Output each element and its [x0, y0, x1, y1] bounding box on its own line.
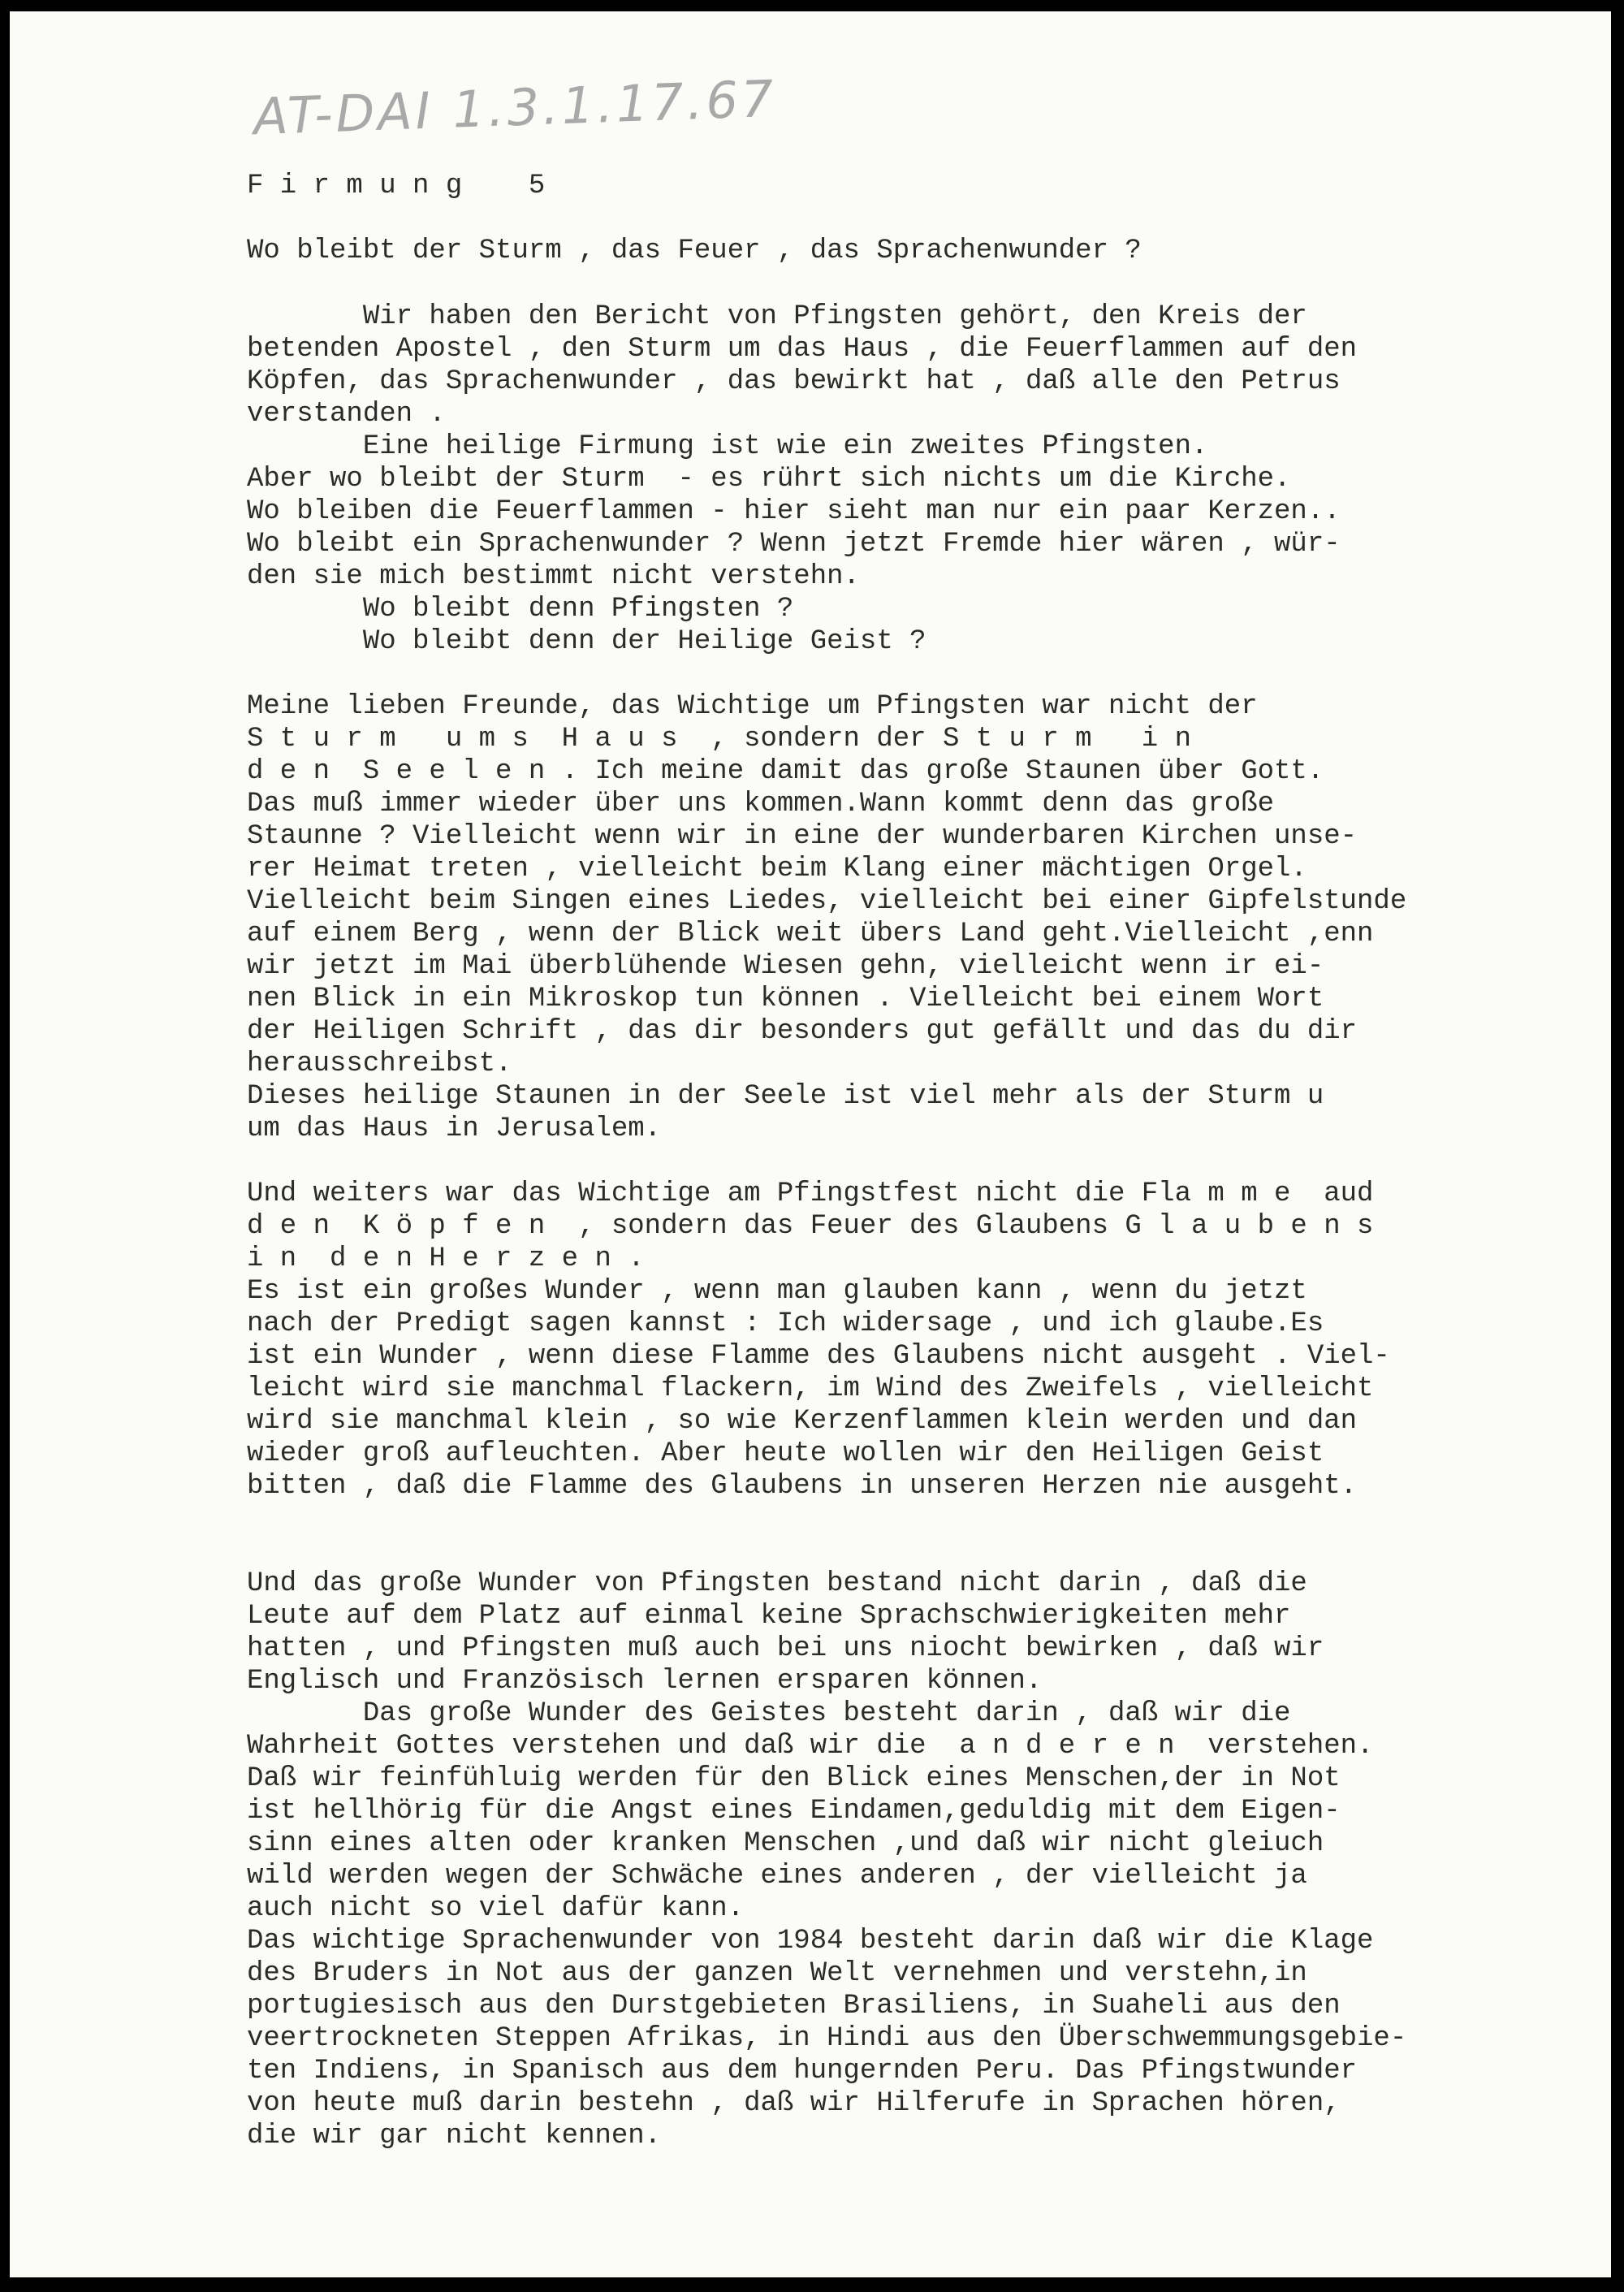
text-line: Das muß immer wieder über uns kommen.Wann kommt denn das große: [247, 789, 1275, 819]
text-line: Vielleicht beim Singen eines Liedes, vielleicht bei einer Gipfelstunde: [247, 886, 1407, 917]
text-line: Leute auf dem Platz auf einmal keine Sprachschwierigkeiten mehr: [247, 1601, 1291, 1632]
text-line: auf einem Berg , wenn der Blick weit übers Land geht.Vielleicht ,enn: [247, 919, 1374, 949]
text-line: Englisch und Französisch lernen ersparen können.: [247, 1666, 1043, 1697]
text-line: sinn eines alten oder kranken Menschen ,und daß wir nicht gleiuch: [247, 1828, 1324, 1859]
text-line: Eine heilige Firmung ist wie ein zweites Pfingsten.: [247, 431, 1208, 462]
text-line: auch nicht so viel dafür kann.: [247, 1893, 745, 1924]
text-line: Wo bleibt denn der Heilige Geist ?: [247, 626, 926, 657]
text-line: rer Heimat treten , vielleicht beim Klang einer mächtigen Orgel.: [247, 854, 1307, 884]
text-line: nach der Predigt sagen kannst : Ich widersage , und ich glaube.Es: [247, 1308, 1324, 1339]
document-subtitle: Wo bleibt der Sturm , das Feuer , das Sprachenwunder ?: [247, 236, 1142, 266]
text-line: Staunne ? Vielleicht wenn wir in eine der wunderbaren Kirchen unse-: [247, 821, 1358, 852]
page-heading: F i r m u n g 5: [247, 171, 546, 201]
text-line: verstanden .: [247, 399, 446, 430]
text-line: betenden Apostel , den Sturm um das Haus , die Feuerflammen auf den: [247, 334, 1358, 365]
text-line: ten Indiens, in Spanisch aus dem hungernden Peru. Das Pfingstwunder: [247, 2056, 1358, 2087]
text-line: Und weiters war das Wichtige am Pfingstfest nicht die Fla m m e aud: [247, 1178, 1374, 1209]
text-line: ist ein Wunder , wenn diese Flamme des Glaubens nicht ausgeht . Viel-: [247, 1341, 1390, 1372]
text-line: den sie mich bestimmt nicht verstehn.: [247, 561, 860, 592]
text-line: nen Blick in ein Mikroskop tun können . Vielleicht bei einem Wort: [247, 984, 1324, 1014]
text-line: d e n S e e l e n . Ich meine damit das große Staunen über Gott.: [247, 756, 1324, 787]
text-line: Daß wir feinfühluig werden für den Blick eines Menschen,der in Not: [247, 1763, 1341, 1794]
text-line: Und das große Wunder von Pfingsten bestand nicht darin , daß die: [247, 1568, 1307, 1599]
text-line: wild werden wegen der Schwäche eines anderen , der vielleicht ja: [247, 1861, 1307, 1892]
text-line: von heute muß darin bestehn , daß wir Hilferufe in Sprachen hören,: [247, 2088, 1341, 2119]
text-line: d e n K ö p f e n , sondern das Feuer des Glaubens G l a u b e n s: [247, 1211, 1374, 1242]
text-line: bitten , daß die Flamme des Glaubens in unseren Herzen nie ausgeht.: [247, 1471, 1358, 1502]
archive-stamp: AT-DAI 1.3.1.17.67: [252, 68, 778, 147]
text-line: Wahrheit Gottes verstehen und daß wir die a n d e r e n verstehen.: [247, 1731, 1374, 1762]
text-line: Wo bleibt ein Sprachenwunder ? Wenn jetzt Fremde hier wären , wür-: [247, 529, 1341, 560]
text-line: des Bruders in Not aus der ganzen Welt vernehmen und verstehn,in: [247, 1958, 1307, 1989]
text-line: hatten , und Pfingsten muß auch bei uns niocht bewirken , daß wir: [247, 1633, 1324, 1664]
text-line: Köpfen, das Sprachenwunder , das bewirkt hat , daß alle den Petrus: [247, 366, 1341, 397]
text-line: Dieses heilige Staunen in der Seele ist viel mehr als der Sturm u: [247, 1081, 1324, 1112]
text-line: Aber wo bleibt der Sturm - es rührt sich nichts um die Kirche.: [247, 464, 1291, 495]
text-line: Es ist ein großes Wunder , wenn man glauben kann , wenn du jetzt: [247, 1276, 1307, 1307]
document-page: [10, 11, 1611, 2277]
text-line: leicht wird sie manchmal flackern, im Wind des Zweifels , vielleicht: [247, 1373, 1374, 1404]
text-line: wir jetzt im Mai überblühende Wiesen gehn, vielleicht wenn ir ei-: [247, 951, 1324, 982]
text-line: der Heiligen Schrift , das dir besonders gut gefällt und das du dir: [247, 1016, 1358, 1047]
text-line: herausschreibst.: [247, 1049, 512, 1079]
text-line: Wir haben den Bericht von Pfingsten gehört, den Kreis der: [247, 301, 1307, 332]
text-line: wird sie manchmal klein , so wie Kerzenflammen klein werden und dan: [247, 1406, 1358, 1437]
text-line: Das wichtige Sprachenwunder von 1984 besteht darin daß wir die Klage: [247, 1926, 1374, 1957]
text-line: Das große Wunder des Geistes besteht darin , daß wir die: [247, 1698, 1291, 1729]
text-line: ist hellhörig für die Angst eines Eindamen,geduldig mit dem Eigen-: [247, 1796, 1341, 1827]
text-line: Wo bleibt denn Pfingsten ?: [247, 594, 794, 625]
text-line: S t u r m u m s H a u s , sondern der S t u r m i n: [247, 724, 1191, 755]
text-line: die wir gar nicht kennen.: [247, 2121, 662, 2151]
text-line: veertrockneten Steppen Afrikas, in Hindi aus den Überschwemmungsgebie-: [247, 2023, 1407, 2054]
text-line: portugiesisch aus den Durstgebieten Brasiliens, in Suaheli aus den: [247, 1991, 1341, 2022]
text-line: i n d e n H e r z e n .: [247, 1243, 645, 1274]
text-line: wieder groß aufleuchten. Aber heute wollen wir den Heiligen Geist: [247, 1438, 1324, 1469]
text-line: Wo bleiben die Feuerflammen - hier sieht man nur ein paar Kerzen..: [247, 496, 1341, 527]
text-line: um das Haus in Jerusalem.: [247, 1114, 662, 1144]
text-line: Meine lieben Freunde, das Wichtige um Pfingsten war nicht der: [247, 691, 1258, 722]
